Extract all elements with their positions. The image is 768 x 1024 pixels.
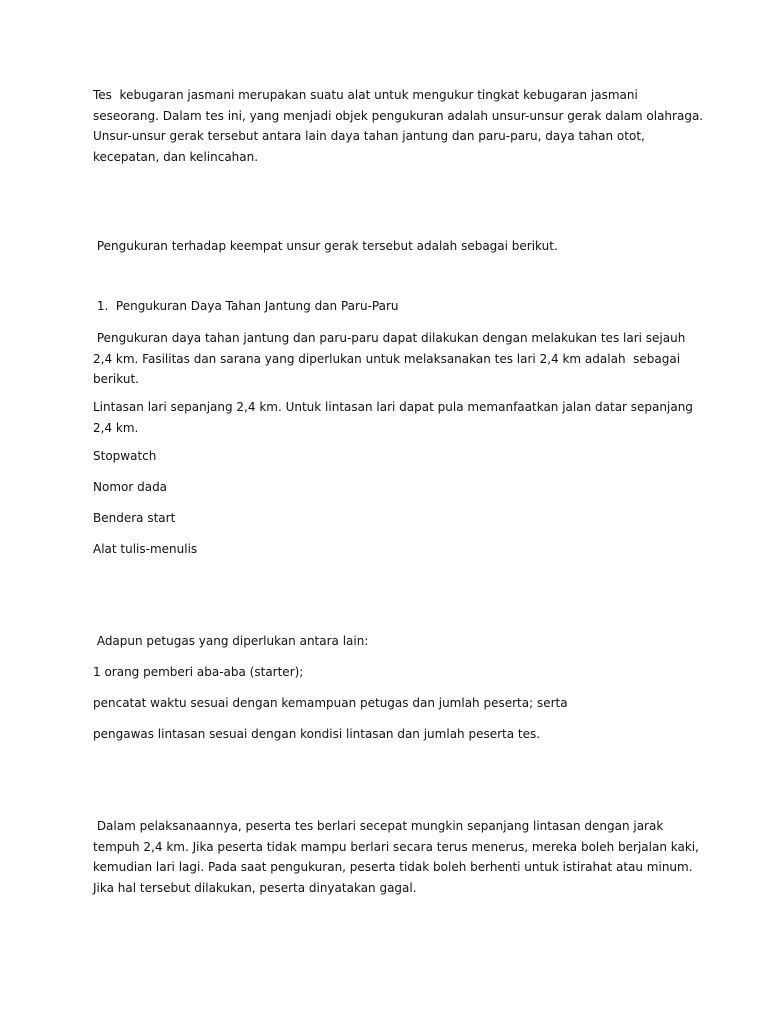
text-line: pengawas lintasan sesuai dengan kondisi lintasan dan jumlah peserta tes. — [93, 727, 541, 741]
text-line: 1. Pengukuran Daya Tahan Jantung dan Paru-Paru — [93, 299, 399, 313]
text-line: kemudian lari lagi. Pada saat pengukuran, peserta tidak boleh berhenti untuk istirahat atau minum. — [93, 860, 693, 874]
text-line: Stopwatch — [93, 449, 157, 463]
officers-intro — [93, 631, 693, 652]
equipment-item — [93, 539, 693, 560]
execution-paragraph — [93, 816, 699, 898]
text-line: Lintasan lari sepanjang 2,4 km. Untuk lintasan lari dapat pula memanfaatkan jalan datar sepanjang — [93, 400, 693, 414]
officer-item — [93, 693, 693, 714]
text-line: pencatat waktu sesuai dengan kemampuan petugas dan jumlah peserta; serta — [93, 696, 568, 710]
text-line: 2,4 km. Fasilitas dan sarana yang diperlukan untuk melaksanakan tes lari 2,4 km adalah sebagai — [93, 351, 681, 366]
text-line: berikut. — [93, 372, 139, 386]
measurement-intro — [93, 236, 693, 257]
text-line: 2,4 km. — [93, 420, 139, 435]
equipment-item — [93, 446, 693, 467]
text-line: tempuh 2,4 km. Jika peserta tidak mampu berlari secara terus menerus, mereka boleh berjalan kaki, — [93, 839, 699, 854]
equipment-item — [93, 477, 693, 498]
intro-paragraph — [93, 85, 704, 167]
section-paragraph — [93, 328, 693, 390]
text-line: Nomor dada — [93, 480, 168, 494]
text-line: Tes kebugaran jasmani merupakan suatu alat untuk mengukur tingkat kebugaran jasmani — [93, 88, 638, 102]
text-line: Pengukuran daya tahan jantung dan paru-paru dapat dilakukan dengan melakukan tes lari sejauh — [93, 331, 686, 345]
text-line: Pengukuran terhadap keempat unsur gerak tersebut adalah sebagai berikut. — [93, 239, 558, 253]
text-line: Dalam pelaksanaannya, peserta tes berlari secepat mungkin sepanjang lintasan dengan jarak — [93, 819, 664, 833]
text-line: 1 orang pemberi aba-aba (starter); — [93, 665, 304, 679]
track-paragraph — [93, 397, 693, 438]
equipment-item — [93, 508, 693, 529]
text-line: Alat tulis-menulis — [93, 542, 198, 556]
text-line: seseorang. Dalam tes ini, yang menjadi objek pengukuran adalah unsur-unsur gerak dalam olahraga. — [93, 108, 704, 123]
text-line: Bendera start — [93, 511, 176, 525]
text-line: Unsur-unsur gerak tersebut antara lain daya tahan jantung dan paru-paru, daya tahan otot, — [93, 129, 645, 143]
text-line: Adapun petugas yang diperlukan antara lain: — [93, 634, 369, 648]
officer-item — [93, 662, 693, 683]
section-heading — [93, 296, 693, 317]
text-line: Jika hal tersebut dilakukan, peserta dinyatakan gagal. — [93, 880, 417, 895]
text-line: kecepatan, dan kelincahan. — [93, 149, 259, 164]
officer-item — [93, 724, 693, 745]
